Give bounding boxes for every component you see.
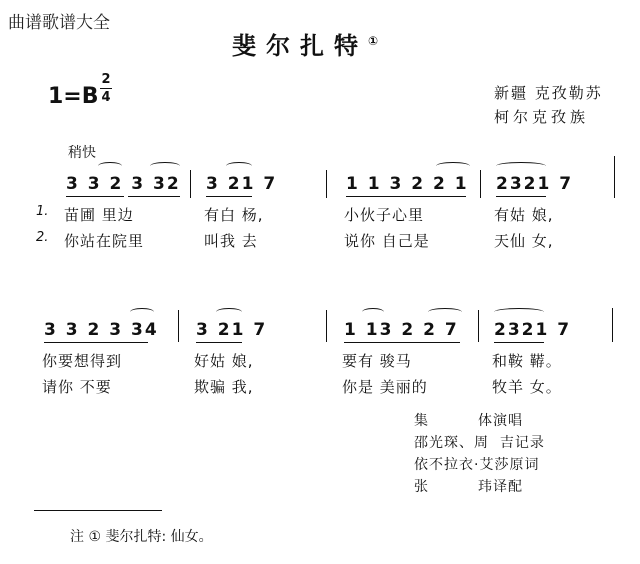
key-signature: 1=B xyxy=(48,84,99,109)
slur xyxy=(362,308,384,316)
slur xyxy=(98,162,122,170)
tempo-marking: 稍快 xyxy=(68,145,96,161)
credit-lyricist: 依不拉衣·艾莎原词 xyxy=(414,457,540,473)
barline xyxy=(326,310,327,342)
line2-verse1-lyric-1: 你要想得到 xyxy=(42,352,123,370)
barline xyxy=(478,310,479,342)
beam xyxy=(196,342,242,343)
line2-measure3-notes: 1 13 2 2 7 xyxy=(344,320,459,340)
slur xyxy=(436,162,470,170)
time-signature-line xyxy=(100,88,112,89)
region: 新疆 克孜勒苏 xyxy=(494,84,603,102)
line2-verse1-lyric-4: 和鞍 鞯。 xyxy=(492,352,562,370)
time-signature xyxy=(100,72,112,105)
line1-measure4-notes: 2321 7 xyxy=(496,174,574,194)
line1-verse2-lyric-4: 天仙 女, xyxy=(494,232,554,250)
line1-verse1-lyric-4: 有姑 娘, xyxy=(494,206,554,224)
song-title-text: 斐尔扎特 xyxy=(232,32,368,60)
beam xyxy=(346,196,466,197)
beam xyxy=(206,196,252,197)
barline xyxy=(614,156,615,198)
slur xyxy=(216,308,242,316)
site-label: 曲谱歌谱大全 xyxy=(8,13,110,33)
footnote-divider xyxy=(34,510,162,511)
barline xyxy=(612,308,613,342)
beam xyxy=(128,196,180,197)
barline xyxy=(326,170,327,198)
title-footnote-mark: ① xyxy=(368,34,379,48)
line1-measure3-notes: 1 1 3 2 2 1 xyxy=(346,174,469,194)
line1-verse1-lyric-3: 小伙子心里 xyxy=(344,206,425,224)
beam xyxy=(44,342,148,343)
time-signature-top: 2 xyxy=(101,72,111,87)
ethnic-group: 柯尔克孜族 xyxy=(494,108,590,126)
credit-transcriber: 邵光琛、周 吉记录 xyxy=(414,435,545,451)
verse-number-2: 2. xyxy=(36,230,49,245)
line2-verse2-lyric-3: 你是 美丽的 xyxy=(342,378,428,396)
slur xyxy=(494,308,544,316)
slur xyxy=(150,162,180,170)
line2-measure2-notes: 3 21 7 xyxy=(196,320,268,340)
line2-verse2-lyric-4: 牧羊 女。 xyxy=(492,378,562,396)
slur xyxy=(428,308,462,316)
barline xyxy=(190,170,191,198)
song-title xyxy=(232,26,378,61)
barline xyxy=(178,310,179,342)
line2-verse1-lyric-3: 要有 骏马 xyxy=(342,352,412,370)
line2-verse2-lyric-1: 请你 不要 xyxy=(42,378,112,396)
line2-verse1-lyric-2: 好姑 娘, xyxy=(194,352,254,370)
line2-verse2-lyric-2: 欺骗 我, xyxy=(194,378,254,396)
time-signature-bottom: 4 xyxy=(101,90,111,105)
line1-verse2-lyric-1: 你站在院里 xyxy=(64,232,145,250)
line1-verse1-lyric-2: 有白 杨, xyxy=(204,206,264,224)
beam xyxy=(494,342,544,343)
barline xyxy=(480,170,481,198)
slur xyxy=(496,162,546,170)
slur xyxy=(226,162,252,170)
footnote: 注 ① 斐尔扎特: 仙女。 xyxy=(70,529,213,545)
credit-performer: 集 体演唱 xyxy=(414,413,524,429)
line2-measure1-notes: 3 3 2 3 34 xyxy=(44,320,159,340)
line1-verse2-lyric-3: 说你 自己是 xyxy=(344,232,430,250)
line1-verse2-lyric-2: 叫我 去 xyxy=(204,232,258,250)
beam xyxy=(496,196,546,197)
line1-verse1-lyric-1: 苗圃 里边 xyxy=(64,206,134,224)
line1-measure1-notes: 3 3 2 3 32 xyxy=(66,174,181,194)
verse-number-1: 1. xyxy=(36,204,49,219)
beam xyxy=(66,196,124,197)
beam xyxy=(344,342,460,343)
credit-translator: 张 玮译配 xyxy=(414,479,524,495)
line2-measure4-notes: 2321 7 xyxy=(494,320,572,340)
line1-measure2-notes: 3 21 7 xyxy=(206,174,278,194)
slur xyxy=(130,308,154,316)
